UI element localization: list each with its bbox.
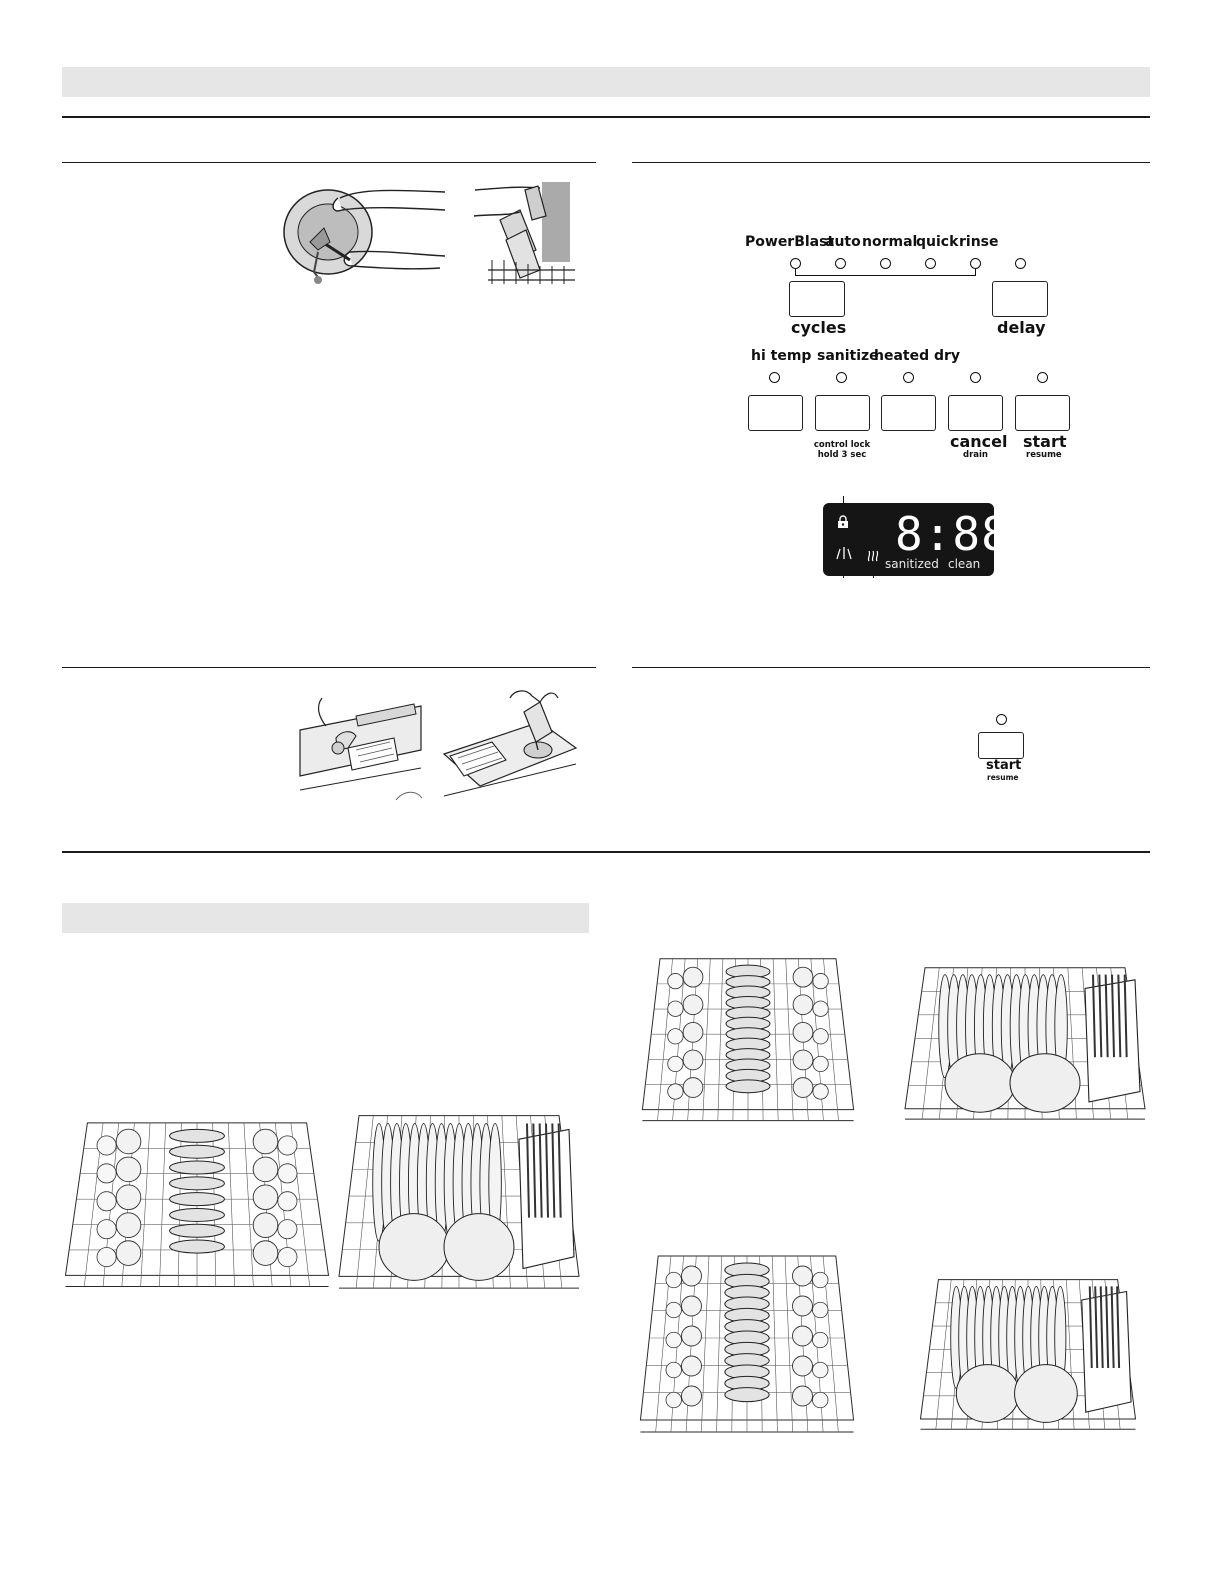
- cycle-label-normal: normal: [862, 234, 918, 250]
- cycle-label-powerblast: PowerBlast: [745, 234, 835, 250]
- cycles-label: cycles: [791, 318, 847, 337]
- lower-rack-illustration-a: [334, 1100, 584, 1296]
- cycle-label-rinse: rinse: [959, 234, 999, 250]
- right-section-rule: [632, 162, 1150, 163]
- start-panel-led: [996, 714, 1007, 725]
- start-label: start: [1023, 432, 1067, 451]
- control-lock-line1: control lock: [813, 440, 871, 450]
- led-heated-dry: [903, 372, 914, 383]
- clean-indicator: clean: [948, 557, 981, 571]
- cycle-label-quick: quick: [916, 234, 959, 250]
- delay-label: delay: [997, 318, 1046, 337]
- start-panel-label: start: [986, 758, 1022, 773]
- load-glasses-illustration: [470, 180, 575, 285]
- cancel-label: cancel: [950, 432, 1008, 451]
- delay-button[interactable]: [992, 281, 1048, 317]
- top-header-band: [62, 67, 1150, 97]
- led-cancel: [970, 372, 981, 383]
- heated-dry-button[interactable]: [881, 395, 936, 431]
- spray-arm-icon: [835, 545, 853, 559]
- control-lock-line2: hold 3 sec: [817, 450, 867, 460]
- cycle-label-auto: auto: [825, 234, 861, 250]
- detergent-dispenser-illustration: [296, 690, 426, 808]
- lower-rack-illustration-b: [900, 954, 1150, 1126]
- cancel-sub-label: drain: [963, 450, 988, 460]
- upper-rack-illustration-a: [60, 1108, 334, 1294]
- led-rinse: [970, 258, 981, 269]
- led-quick: [925, 258, 936, 269]
- sanitize-button[interactable]: [815, 395, 870, 431]
- start-panel-sub-label: resume: [987, 773, 1019, 782]
- heat-waves-icon: [866, 547, 880, 559]
- rinse-aid-illustration: [440, 688, 578, 816]
- right-middle-rule: [632, 667, 1150, 668]
- upper-rack-illustration-b: [638, 944, 858, 1128]
- lower-divider: [62, 851, 1150, 853]
- lower-rack-illustration-c: [916, 1266, 1140, 1436]
- led-normal: [880, 258, 891, 269]
- option-label-sanitize: sanitize: [817, 348, 879, 364]
- option-label-hi-temp: hi temp: [751, 348, 812, 364]
- led-auto: [835, 258, 846, 269]
- top-divider: [62, 116, 1150, 118]
- led-powerblast: [790, 258, 801, 269]
- led-sanitize: [836, 372, 847, 383]
- led-start: [1037, 372, 1048, 383]
- left-section-rule: [62, 162, 596, 163]
- upper-rack-illustration-c: [636, 1240, 858, 1440]
- led-delay: [1015, 258, 1026, 269]
- control-lock-label: [812, 440, 872, 460]
- status-display: [823, 503, 1010, 576]
- scrape-plate-illustration: [280, 180, 445, 290]
- hi-temp-button[interactable]: [748, 395, 803, 431]
- lock-icon: [837, 514, 849, 528]
- start-panel-button[interactable]: [978, 732, 1024, 759]
- cycles-button[interactable]: [789, 281, 845, 317]
- time-digits: 8:88: [895, 507, 1010, 561]
- left-middle-rule: [62, 667, 596, 668]
- cancel-button[interactable]: [948, 395, 1003, 431]
- led-hi-temp: [769, 372, 780, 383]
- option-label-heated-dry: heated dry: [874, 348, 961, 364]
- start-sub-label: resume: [1026, 450, 1062, 460]
- start-button[interactable]: [1015, 395, 1070, 431]
- sanitized-indicator: sanitized: [885, 557, 939, 571]
- cycle-bracket: [795, 269, 976, 276]
- loading-header-band: [62, 903, 589, 933]
